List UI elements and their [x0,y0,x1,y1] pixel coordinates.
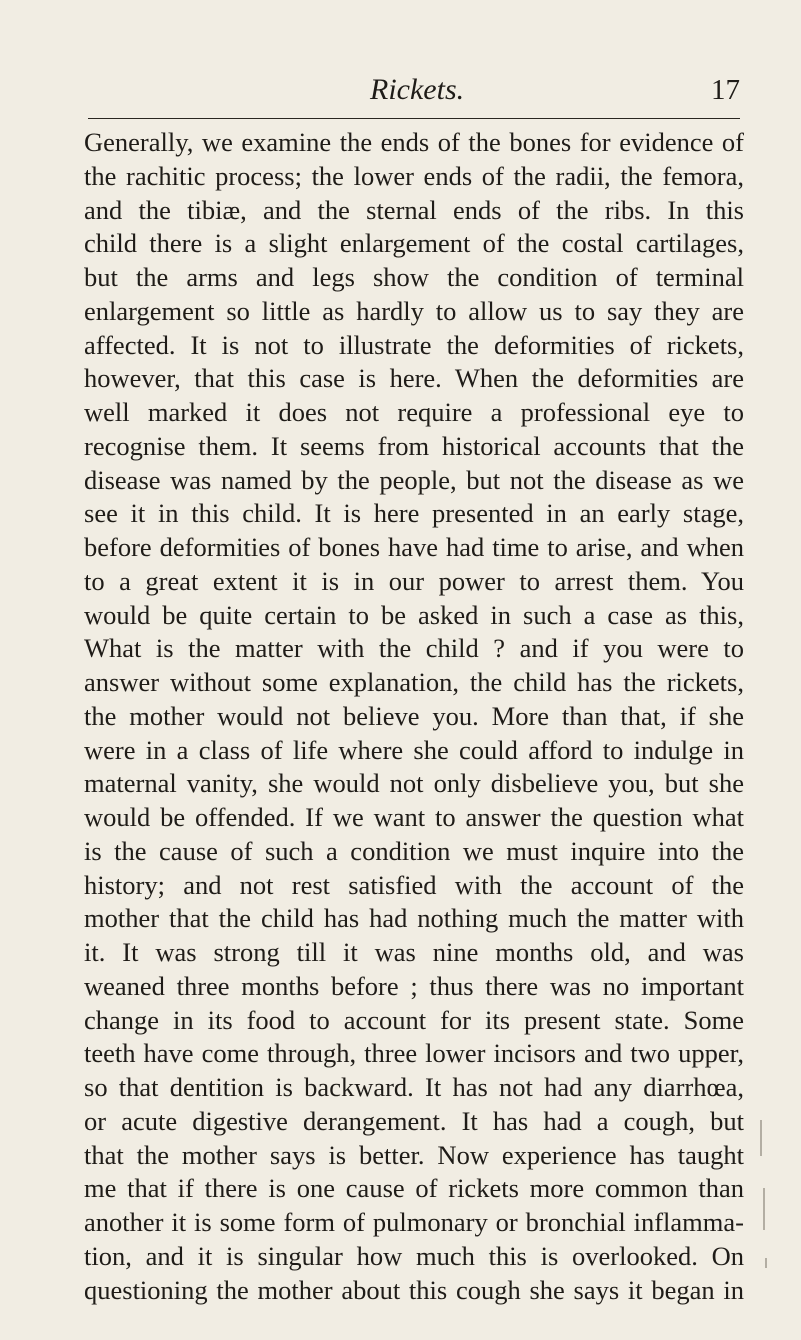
text-line: were in a class of life where she could afford to indulge in [84,734,744,765]
text-line: is the cause of such a condition we must inquire into the [84,835,744,866]
text-line: Generally, we examine the ends of the bones for evidence of [84,127,744,157]
text-line: to a great extent it is in our power to arrest them. You [84,565,744,596]
text-line: child there is a slight enlargement of the costal cartilages, [84,228,744,259]
text-line: What is the matter with the child ? and if you were to [84,633,744,664]
body-paragraph [84,126,744,1307]
text-line: the rachitic process; the lower ends of the radii, the femora, [84,160,744,191]
text-line: but the arms and legs show the condition of terminal [84,262,744,292]
text-line: and the tibiæ, and the sternal ends of the ribs. In this [84,194,744,225]
text-line: change in its food to account for its present state. Some [84,1004,744,1035]
header-rule [88,118,740,119]
text-line: the mother would not believe you. More than that, if she [84,700,744,731]
text-line: disease was named by the people, but not the disease as we [84,464,744,495]
text-line: see it in this child. It is here presented in an early stage, [84,498,744,529]
text-line: would be offended. If we want to answer the question what [84,802,744,832]
text-line: me that if there is one cause of rickets more common than [84,1173,744,1204]
running-title: Rickets. [370,73,465,106]
text-line: teeth have come through, three lower incisors and two upper, [84,1038,744,1069]
text-line: that the mother says is better. Now experience has taught [84,1139,744,1170]
margin-blemish [760,1120,762,1156]
running-head [88,70,740,114]
text-line: tion, and it is singular how much this is overlooked. On [84,1240,744,1271]
text-line: another it is some form of pulmonary or bronchial inflamma- [84,1207,744,1237]
text-line: would be quite certain to be asked in such a case as this, [84,599,744,630]
text-line: well marked it does not require a professional eye to [84,397,744,427]
margin-blemish [765,1258,767,1268]
text-line: so that dentition is backward. It has not had any diarrhœa, [84,1072,744,1102]
page-number: 17 [711,74,740,106]
text-line: before deformities of bones have had time to arise, and when [84,532,744,562]
text-line: it. It was strong till it was nine months old, and was [84,937,744,967]
text-line: weaned three months before ; thus there was no important [84,970,744,1001]
text-line: questioning the mother about this cough she says it began in [84,1274,744,1305]
text-line: history; and not rest satisfied with the account of the [84,869,744,900]
text-line: mother that the child has had nothing much the matter with [84,903,744,934]
text-line: recognise them. It seems from historical accounts that the [84,430,744,461]
text-line: affected. It is not to illustrate the deformities of rickets, [84,329,744,360]
text-line: or acute digestive derangement. It has had a cough, but [84,1105,744,1136]
text-line: answer without some explanation, the child has the rickets, [84,667,744,697]
text-line: however, that this case is here. When the deformities are [84,363,744,394]
margin-blemish [763,1188,765,1230]
text-line: enlargement so little as hardly to allow us to say they are [84,295,744,326]
text-line: maternal vanity, she would not only disbelieve you, but she [84,768,744,799]
